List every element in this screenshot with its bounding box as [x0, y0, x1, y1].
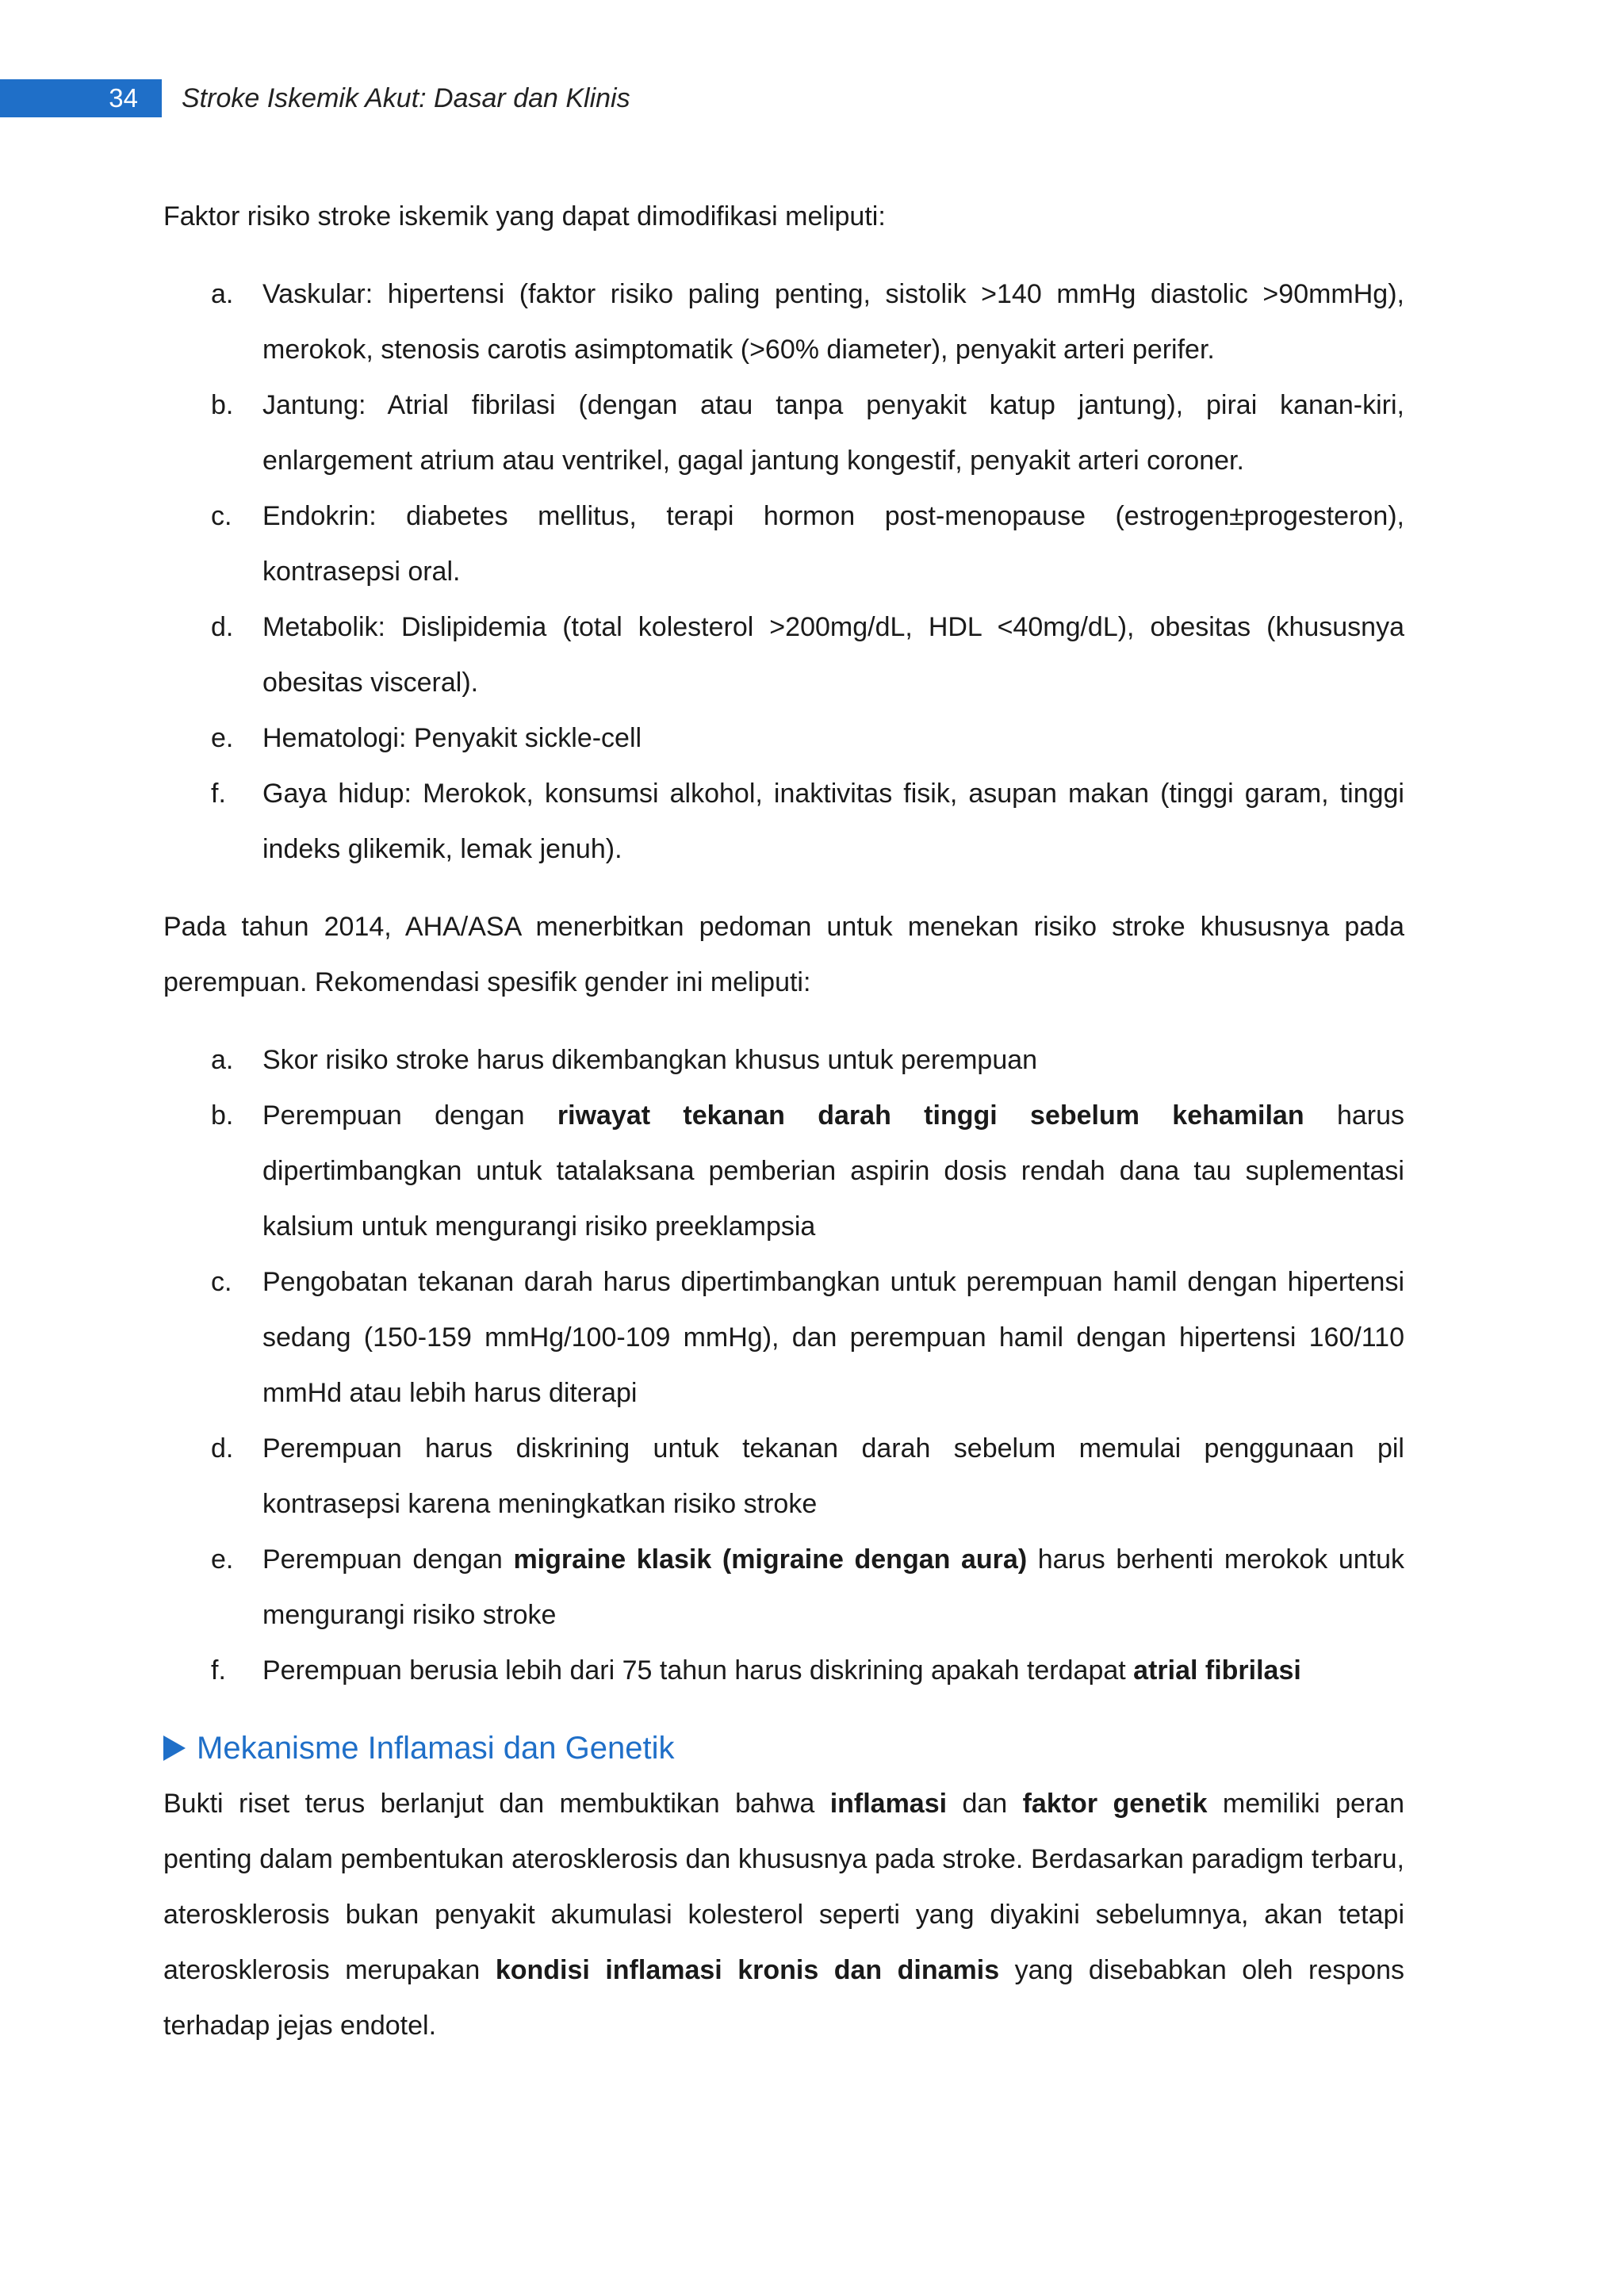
list-item-text: Vaskular: hipertensi (faktor risiko paling penting, sistolik >140 mmHg diastolic >90mmHg), merokok, stenosis carotis asimptomatik (>60% diameter), penyakit arteri perifer.	[262, 279, 1404, 365]
list-marker: a.	[211, 279, 234, 309]
modifiable-risk-list	[163, 266, 1404, 877]
page-body	[163, 189, 1404, 2053]
list-item	[163, 1421, 1404, 1532]
list-item-text: harus berhenti merokok untuk mengurangi risiko stroke	[262, 1544, 1405, 1630]
bold-phrase: faktor genetik	[1022, 1789, 1208, 1819]
list-item-text: Jantung: Atrial fibrilasi (dengan atau tanpa penyakit katup jantung), pirai kanan-kiri, enlargement atrium atau ventrikel, gagal jantung kongestif, penyakit arteri coroner.	[262, 390, 1404, 476]
list-item	[163, 1088, 1404, 1254]
section-heading	[163, 1720, 1404, 1776]
list-item-text: Perempuan berusia lebih dari 75 tahun harus diskrining apakah terdapat	[262, 1655, 1134, 1686]
intro-paragraph-2: Pada tahun 2014, AHA/ASA menerbitkan pedoman untuk menekan risiko stroke khususnya pada perempuan. Rekomendasi spesifik gender ini meliputi:	[163, 912, 1404, 997]
list-item-text: Perempuan dengan	[262, 1100, 557, 1131]
list-item-text: Metabolik: Dislipidemia (total kolesterol >200mg/dL, HDL <40mg/dL), obesitas (khususnya obesitas visceral).	[262, 612, 1404, 698]
intro-paragraph-1: Faktor risiko stroke iskemik yang dapat dimodifikasi meliputi:	[163, 201, 886, 232]
section-paragraph	[163, 1776, 1404, 2053]
text-run: memiliki peran penting dalam pembentukan aterosklerosis dan khususnya pada stroke. Berdasarkan paradigm terbaru, aterosklerosis bukan penyakit akumulasi kolesterol seperti yang diyakini sebelumnya, akan tetapi aterosklerosis merupakan	[163, 1789, 1404, 1985]
list-item-text: Skor risiko stroke harus dikembangkan khusus untuk perempuan	[262, 1045, 1038, 1075]
list-item-text: Perempuan harus diskrining untuk tekanan darah sebelum memulai penggunaan pil kontrasepsi karena meningkatkan risiko stroke	[262, 1433, 1404, 1519]
list-item	[163, 488, 1404, 599]
text-run: dan	[947, 1789, 1023, 1819]
page-number: 34	[0, 79, 162, 117]
bold-phrase: inflamasi	[829, 1789, 948, 1819]
list-marker: d.	[211, 1433, 234, 1464]
list-marker: c.	[211, 501, 232, 531]
bold-phrase: riwayat tekanan darah tinggi sebelum kehamilan	[557, 1100, 1304, 1131]
list-item-text: Pengobatan tekanan darah harus dipertimbangkan untuk perempuan hamil dengan hipertensi sedang (150-159 mmHg/100-109 mmHg), dan perempuan hamil dengan hipertensi 160/110 mmHd atau lebih harus diterapi	[262, 1267, 1404, 1408]
gender-recommendation-list	[163, 1032, 1404, 1698]
section-title: Mekanisme Inflamasi dan Genetik	[197, 1731, 675, 1766]
list-marker: b.	[211, 390, 234, 420]
list-item	[163, 710, 1404, 766]
list-item-text: Hematologi: Penyakit sickle-cell	[262, 723, 642, 753]
list-item	[163, 1532, 1404, 1643]
list-item-text: Perempuan dengan	[262, 1544, 514, 1575]
page-header	[0, 79, 1624, 117]
list-item	[163, 1254, 1404, 1421]
list-marker: c.	[211, 1267, 232, 1297]
list-item-text: Endokrin: diabetes mellitus, terapi hormon post-menopause (estrogen±progesteron), kontrasepsi oral.	[262, 501, 1404, 587]
list-item	[163, 766, 1404, 877]
triangle-bullet-icon	[163, 1735, 186, 1761]
list-item-text: Gaya hidup: Merokok, konsumsi alkohol, inaktivitas fisik, asupan makan (tinggi garam, tinggi indeks glikemik, lemak jenuh).	[262, 779, 1404, 864]
list-marker: b.	[211, 1100, 234, 1131]
list-item	[163, 266, 1404, 377]
list-marker: f.	[211, 779, 226, 809]
list-marker: e.	[211, 723, 234, 753]
text-run: Bukti riset terus berlanjut dan membuktikan bahwa	[163, 1789, 830, 1819]
list-item	[163, 599, 1404, 710]
text-run: yang disebabkan oleh respons terhadap jejas endotel.	[163, 1955, 1404, 2041]
list-item	[163, 377, 1404, 488]
bold-phrase: atrial fibrilasi	[1133, 1655, 1301, 1686]
list-marker: e.	[211, 1544, 234, 1575]
running-title: Stroke Iskemik Akut: Dasar dan Klinis	[182, 83, 630, 113]
list-item	[163, 1643, 1404, 1698]
list-marker: d.	[211, 612, 234, 642]
list-item	[163, 1032, 1404, 1088]
list-marker: f.	[211, 1655, 226, 1686]
bold-phrase: kondisi inflamasi kronis dan dinamis	[495, 1955, 1000, 1985]
list-marker: a.	[211, 1045, 234, 1075]
list-item-text: harus dipertimbangkan untuk tatalaksana pemberian aspirin dosis rendah dana tau suplementasi kalsium untuk mengurangi risiko preeklampsia	[262, 1100, 1404, 1242]
bold-phrase: migraine klasik (migraine dengan aura)	[513, 1544, 1028, 1575]
